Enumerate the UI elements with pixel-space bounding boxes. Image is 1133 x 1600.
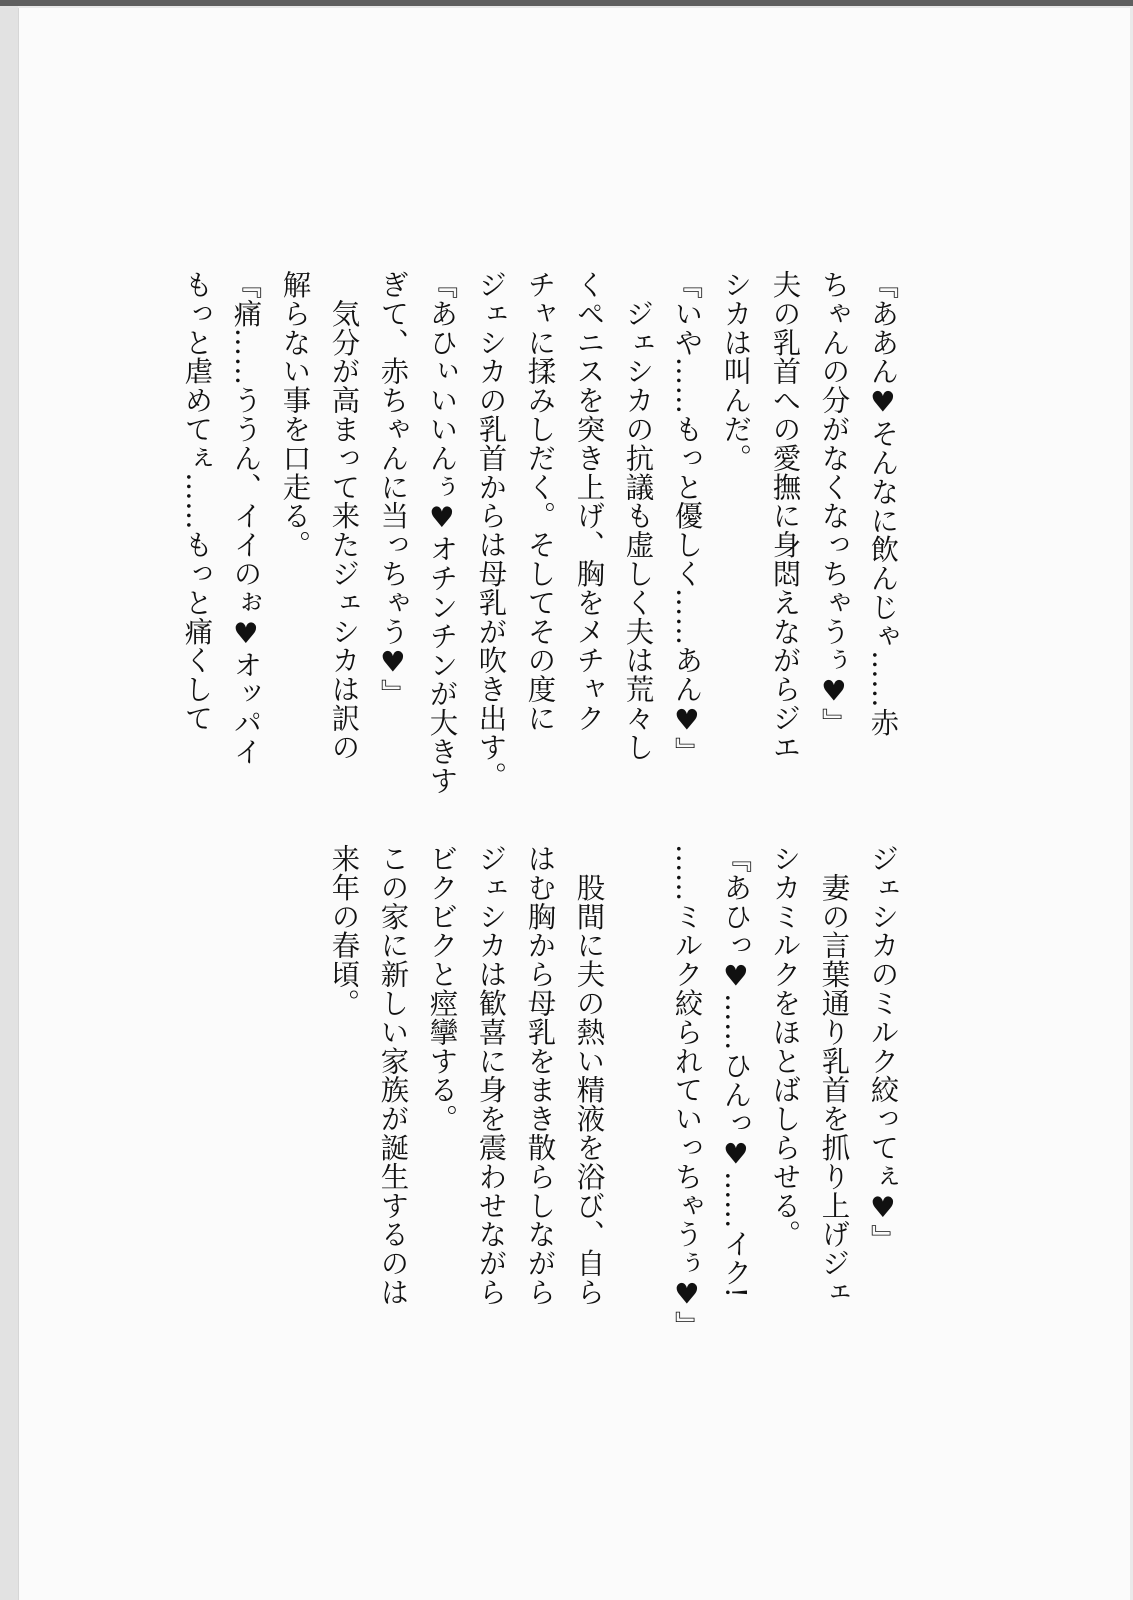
text-column: 妻の言葉通り乳首を抓り上げジェ <box>817 844 851 1307</box>
text-column: 『いや……もっと優しく……あん♥』 <box>670 270 704 766</box>
text-column: 『あひっ♥……ひんっ♥……イク! <box>719 844 753 1299</box>
page <box>18 8 1130 1600</box>
text-column: 『痛……ううん、イイのぉ♥オッパイ <box>229 270 263 766</box>
text-column: ジェシカは歓喜に身を震わせながら <box>474 844 508 1307</box>
text-column: ちゃんの分がなくなっちゃうぅ♥』 <box>817 270 851 737</box>
text-column: はむ胸から母乳をまき散らしながら <box>523 844 557 1307</box>
text-column: 解らない事を口走る。 <box>278 270 312 559</box>
scan-margin <box>0 0 18 1600</box>
text-column: 来年の春頃。 <box>327 844 361 1018</box>
text-column: シカミルクをほとばしらせる。 <box>768 844 802 1249</box>
text-column: ジェシカの抗議も虚しく夫は荒々し <box>621 270 655 762</box>
text-column: ……ミルク絞られていっちゃうぅ♥』 <box>670 844 704 1340</box>
text-column: この家に新しい家族が誕生するのは <box>376 844 410 1307</box>
text-column: 『あひぃいいんぅ♥オチンチンが大きす <box>425 270 459 795</box>
text-column: くペニスを突き上げ、胸をメチャク <box>572 270 606 733</box>
text-column: ビクビクと痙攣する。 <box>425 844 459 1133</box>
text-column: 『ああん♥そんなに飲んじゃ……赤 <box>866 270 900 737</box>
text-column: ぎて、赤ちゃんに当っちゃう♥』 <box>376 270 410 709</box>
text-column: ジェシカの乳首からは母乳が吹き出す。 <box>474 270 508 791</box>
text-column: チャに揉みしだく。そしてその度に <box>523 270 557 733</box>
text-column: 夫の乳首への愛撫に身悶えながらジエ <box>768 270 802 762</box>
text-column: 気分が高まって来たジェシカは訳の <box>327 270 361 762</box>
text-column: 股間に夫の熱い精液を浴び、自ら <box>572 844 606 1307</box>
text-column: ジェシカのミルク絞ってぇ♥』 <box>866 844 900 1254</box>
text-column: シカは叫んだ。 <box>719 270 753 473</box>
scan-top-edge <box>0 0 1133 6</box>
text-column: もっと虐めてぇ……もっと痛くして <box>180 270 214 733</box>
